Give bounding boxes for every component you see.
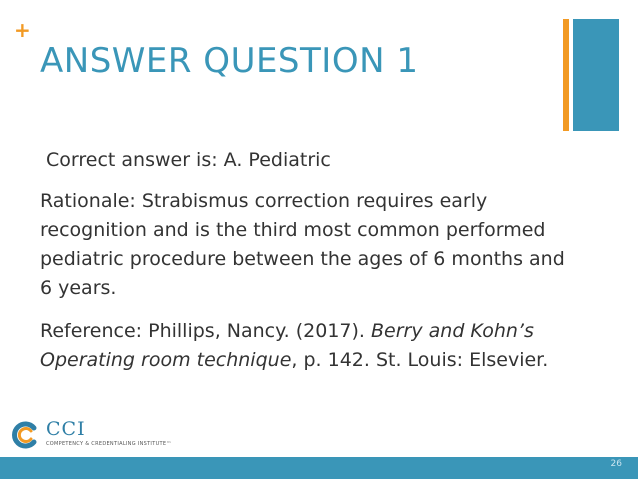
cci-logo-mark-icon [10, 420, 40, 450]
correct-answer-text: Correct answer is: A. Pediatric [46, 149, 331, 171]
plus-icon: + [14, 18, 31, 42]
page-number: 26 [610, 459, 622, 469]
reference-suffix: , p. 142. St. Louis: Elsevier. [291, 349, 549, 371]
reference-prefix: Reference: Phillips, Nancy. (2017). [40, 320, 371, 342]
logo-letters: CCI [46, 418, 86, 440]
accent-bar-orange [563, 19, 569, 131]
footer-bar [0, 457, 638, 479]
slide-title: ANSWER QUESTION 1 [40, 41, 419, 81]
reference-book-title: Berry and Kohn’s Operating room technique [40, 320, 534, 371]
slide-body [40, 146, 570, 375]
reference-text [40, 317, 570, 375]
rationale-text: Rationale: Strabismus correction requires early recognition and is the third most common performed pediatric procedure between the ages of 6 months and 6 years. [40, 190, 565, 299]
accent-bar-blue [573, 19, 619, 131]
logo-subtitle: COMPETENCY & CREDENTIALING INSTITUTE™ [46, 441, 172, 447]
cci-logo [10, 420, 190, 450]
